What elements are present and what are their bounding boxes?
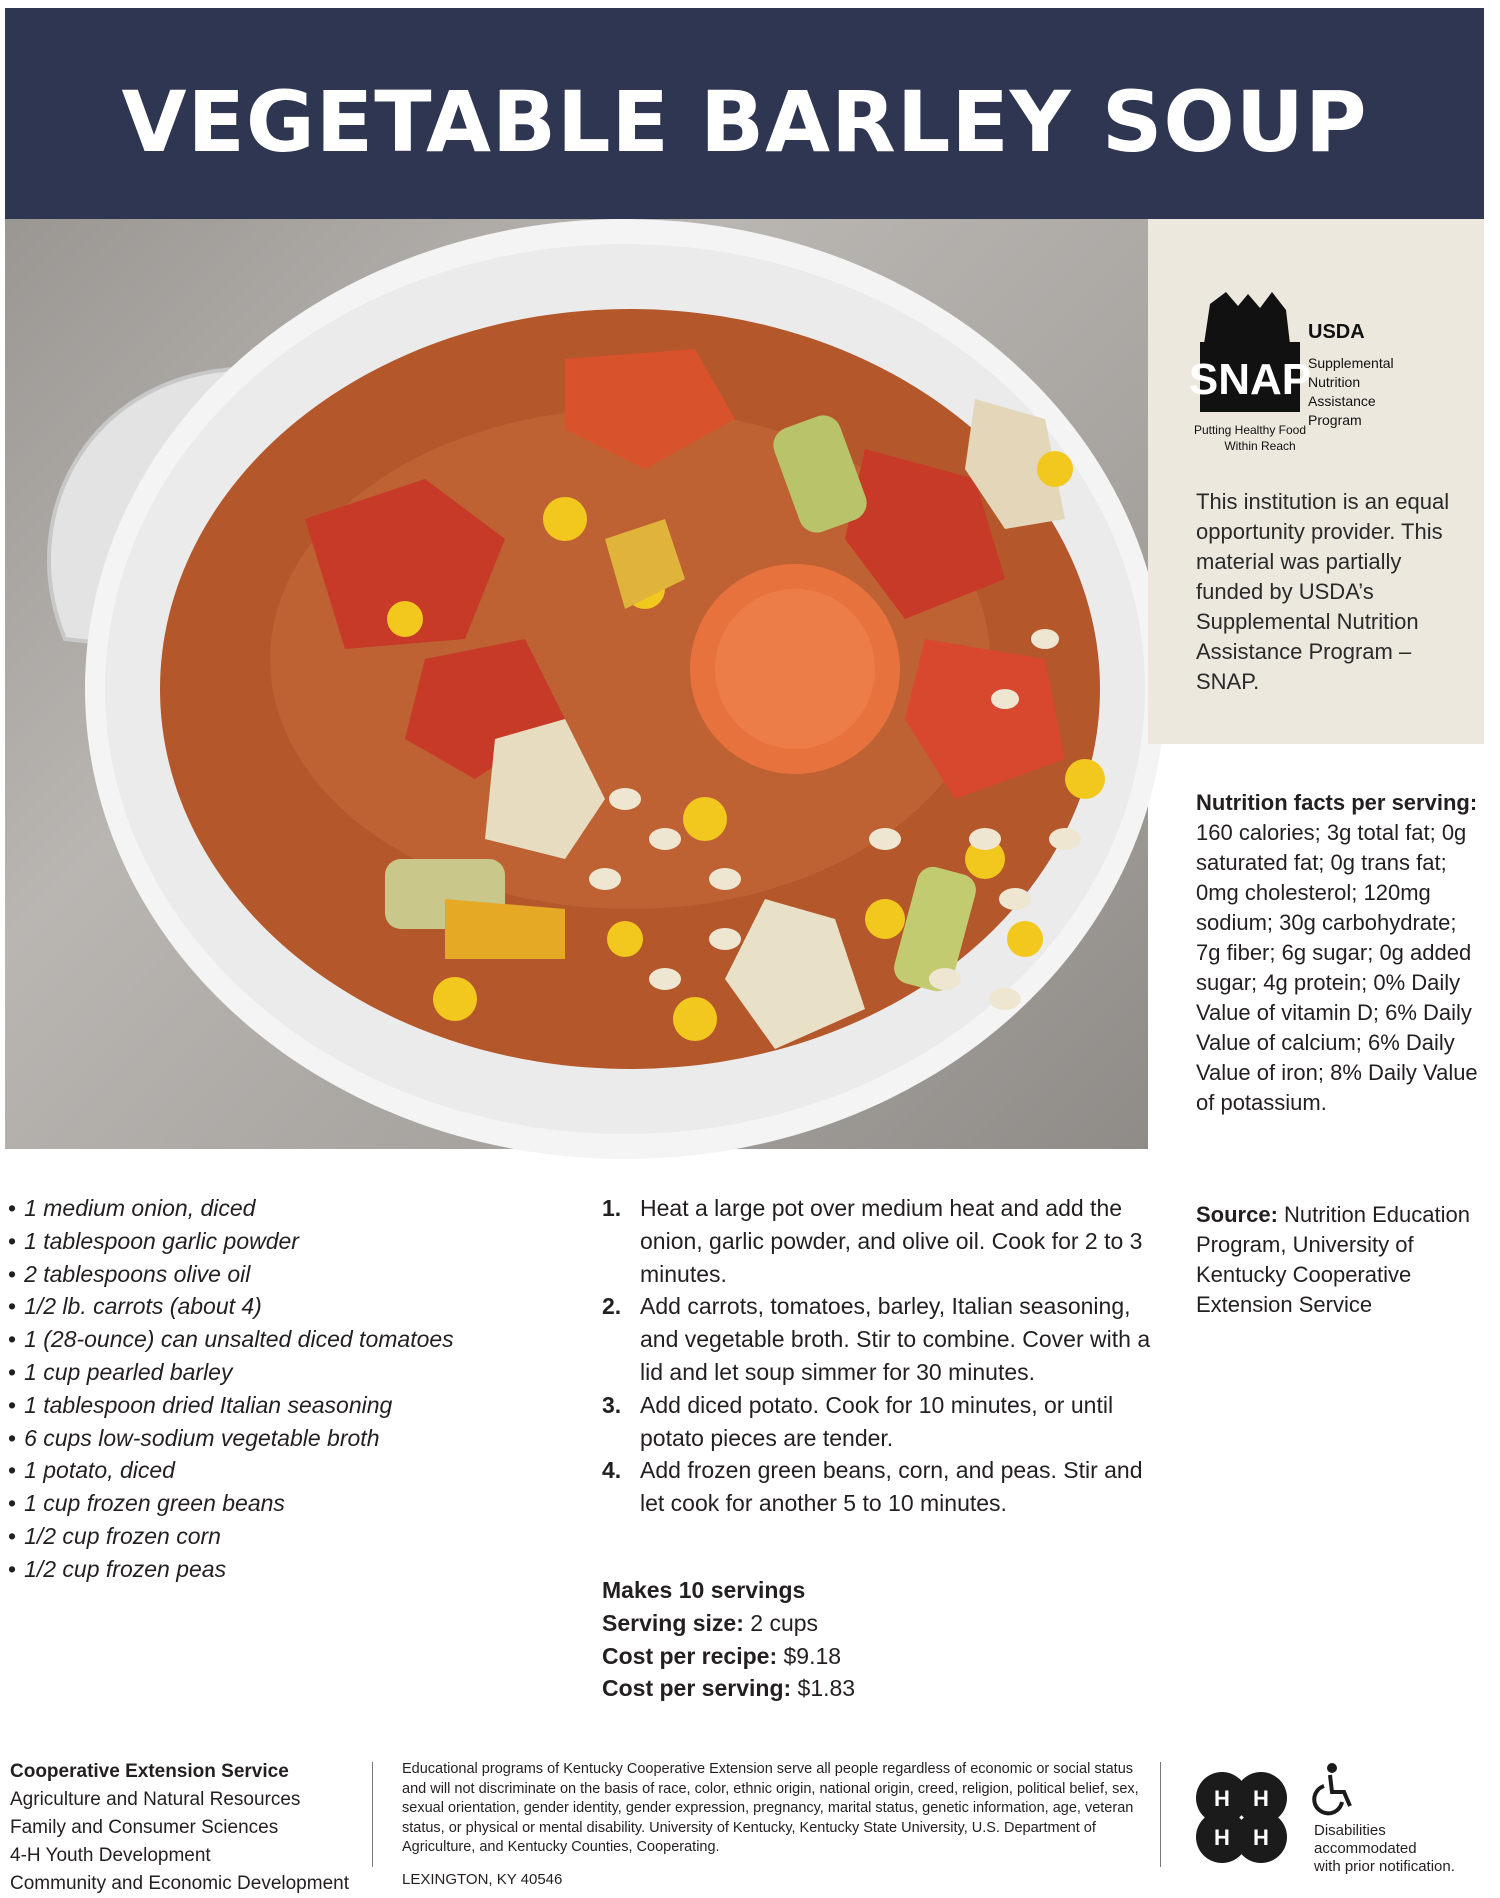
direction-step: [602, 1454, 1162, 1520]
4h-clover-icon: [1184, 1760, 1299, 1875]
equal-opportunity-statement: This institution is an equal opportunity provider. This material was partially funded by USDA’s Supplemental Nutrition Assistance Program – SNAP.: [1196, 489, 1450, 694]
ingredient-item: • 1 (28-ounce) can unsalted diced tomatoes: [8, 1323, 568, 1356]
page-title: VEGETABLE BARLEY SOUP: [121, 72, 1368, 171]
step-text: Heat a large pot over medium heat and add the onion, garlic powder, and olive oil. Cook for 2 to 3 minutes.: [640, 1195, 1143, 1287]
svg-text:USDA: USDA: [1308, 321, 1365, 343]
direction-step: [602, 1192, 1162, 1290]
accessibility-line: with prior notification.: [1314, 1858, 1455, 1875]
step-text: Add carrots, tomatoes, barley, Italian seasoning, and vegetable broth. Stir to combine. Cover with a lid and let soup simmer for 30 minutes.: [640, 1293, 1151, 1385]
address: LEXINGTON, KY 40546: [402, 1870, 563, 1888]
ingredient-item: • 1/2 cup frozen corn: [8, 1520, 568, 1553]
step-text: Add diced potato. Cook for 10 minutes, or until potato pieces are tender.: [640, 1391, 1114, 1451]
cost-recipe-label: Cost per recipe:: [602, 1642, 778, 1669]
svg-text:Supplemental: Supplemental: [1308, 355, 1394, 371]
ingredient-item: • 2 tablespoons olive oil: [8, 1258, 568, 1291]
grocery-bag-icon: [1204, 292, 1290, 344]
directions-list: [602, 1192, 1162, 1520]
snap-logo: [1190, 284, 1460, 464]
step-number: 4.: [602, 1457, 622, 1484]
wheelchair-icon: [1310, 1762, 1356, 1814]
ingredients-list: [8, 1192, 568, 1586]
snap-panel: [1148, 219, 1484, 744]
svg-text:H: H: [1253, 1786, 1269, 1811]
nutrition-text: 160 calories; 3g total fat; 0g saturated fat; 0g trans fat; 0mg cholesterol; 120mg sodium; 30g carbohydrate; 7g fiber; 6g sugar; 0g added sugar; 4g protein; 0% Daily Value of vitamin D; 6% Daily Value of calcium; 6% Daily Value of iron; 8% Daily Value of potassium.: [1196, 820, 1478, 1115]
footer-divider: [372, 1762, 373, 1867]
nutrition-facts: [1196, 788, 1486, 1118]
ingredient-item: • 1/2 lb. carrots (about 4): [8, 1290, 568, 1323]
serving-size-value: 2 cups: [750, 1609, 819, 1636]
accessibility-line: accommodated: [1314, 1840, 1417, 1857]
department-item: Agriculture and Natural Resources: [10, 1789, 301, 1810]
ingredient-item: • 1/2 cup frozen peas: [8, 1553, 568, 1586]
footer-disclaimer: [402, 1760, 1142, 1889]
ces-title: Cooperative Extension Service: [10, 1761, 289, 1782]
department-item: Family and Consumer Sciences: [10, 1817, 279, 1838]
ingredient-item: • 6 cups low-sodium vegetable broth: [8, 1422, 568, 1455]
ingredient-item: • 1 tablespoon dried Italian seasoning: [8, 1389, 568, 1422]
step-number: 1.: [602, 1195, 622, 1221]
soup-photo: [5, 219, 1148, 1149]
ingredient-item: • 1 cup pearled barley: [8, 1356, 568, 1389]
svg-text:Putting Healthy Food: Putting Healthy Food: [1193, 423, 1307, 437]
step-number: 3.: [602, 1391, 622, 1418]
nutrition-title: Nutrition facts per serving:: [1196, 790, 1478, 815]
svg-text:H: H: [1214, 1786, 1230, 1811]
step-number: 2.: [602, 1293, 622, 1320]
ingredient-item: • 1 cup frozen green beans: [8, 1487, 568, 1520]
disclaimer-text: Educational programs of Kentucky Cooperative Extension serve all people regardless of economic or social status and will not discriminate on the basis of race, color, ethnic origin, national origin, creed, religion, political belief, sex, sexual orientation, gender identity, gender expression, pregnancy, marital status, genetic information, age, veteran status, or physical or mental disability. University of Kentucky, Kentucky State University, U.S. Department of Agriculture, and Kentucky Counties, Cooperating.: [402, 1761, 1139, 1855]
footer-divider: [1160, 1762, 1161, 1867]
svg-text:Within Reach: Within Reach: [1224, 439, 1296, 453]
cost-serving-label: Cost per serving:: [602, 1675, 792, 1702]
source-label: Source:: [1196, 1202, 1278, 1227]
cost-serving-value: $1.83: [797, 1675, 856, 1702]
svg-text:Program: Program: [1308, 412, 1362, 428]
department-item: Community and Economic Development: [10, 1873, 349, 1894]
ingredient-item: • 1 medium onion, diced: [8, 1192, 568, 1225]
recipe-yield: [602, 1574, 1162, 1705]
footer-departments: [10, 1758, 360, 1898]
direction-step: [602, 1290, 1162, 1388]
squash-piece: [445, 899, 565, 959]
servings-count: Makes 10 servings: [602, 1577, 806, 1603]
step-text: Add frozen green beans, corn, and peas. Stir and let cook for another 5 to 10 minutes.: [640, 1457, 1143, 1517]
cost-recipe-value: $9.18: [783, 1642, 842, 1669]
accessibility-note: [1314, 1822, 1494, 1876]
svg-text:Nutrition: Nutrition: [1308, 374, 1361, 390]
ingredient-item: • 1 tablespoon garlic powder: [8, 1225, 568, 1258]
source-note: [1196, 1200, 1486, 1320]
accessibility-line: Disabilities: [1314, 1822, 1386, 1839]
serving-size-label: Serving size:: [602, 1609, 744, 1636]
ingredient-item: • 1 potato, diced: [8, 1454, 568, 1487]
direction-step: [602, 1389, 1162, 1455]
svg-text:Assistance: Assistance: [1308, 393, 1376, 409]
title-banner: [5, 8, 1484, 219]
svg-text:H: H: [1214, 1825, 1230, 1850]
svg-text:SNAP: SNAP: [1188, 355, 1312, 404]
source-text: Nutrition Education Program, University of Kentucky Cooperative Extension Service: [1196, 1202, 1470, 1317]
department-item: 4-H Youth Development: [10, 1845, 211, 1866]
svg-text:H: H: [1253, 1825, 1269, 1850]
